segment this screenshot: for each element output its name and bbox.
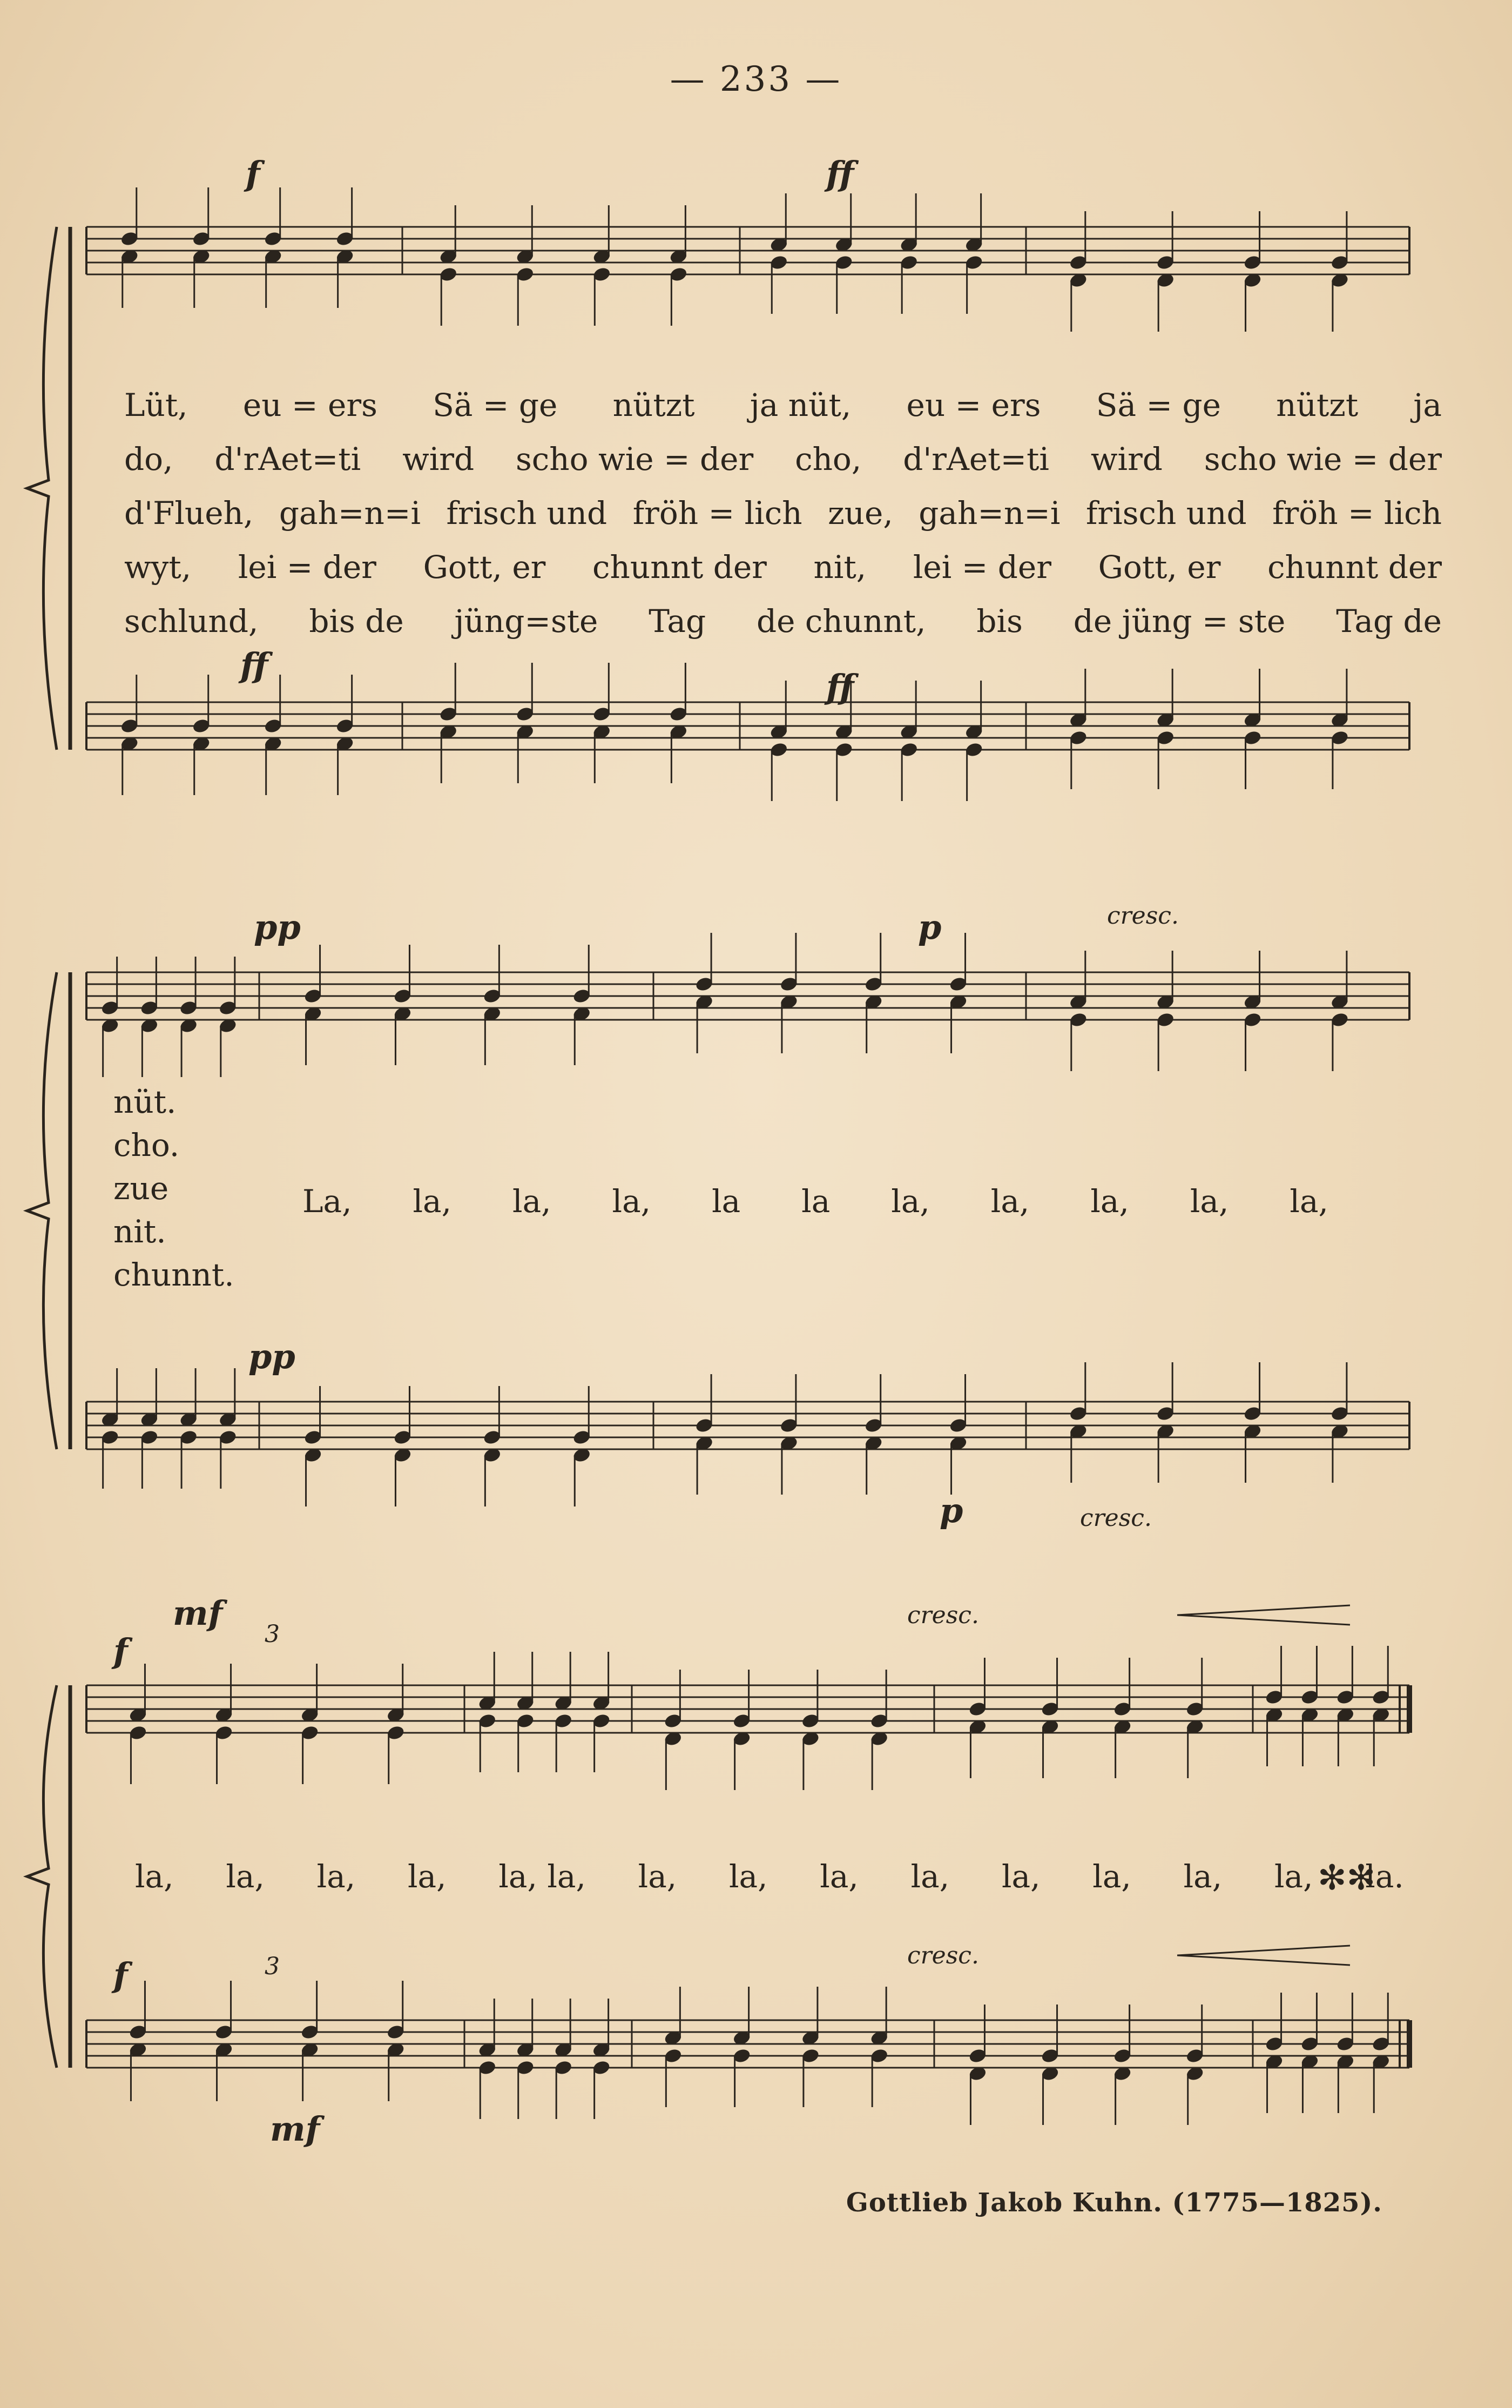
dynamic-piano: p (918, 907, 942, 947)
ending-word: zue (113, 1170, 169, 1207)
lyric-word: schlund, (124, 603, 259, 640)
dynamic-forte: f (246, 154, 260, 193)
verse-endings (113, 1080, 265, 1296)
lyric-word: fröh = lich (632, 495, 802, 532)
lyric-word: lei = der (238, 549, 376, 586)
dynamic-forte: f (113, 1955, 128, 1995)
verse-line-4 (124, 540, 1442, 594)
verse-line-1 (124, 378, 1442, 432)
lyric-word: Lüt, (124, 387, 188, 423)
lyric-word: Sä = ge (433, 387, 558, 423)
ending-word: chunnt. (113, 1256, 234, 1293)
lyric-word: la, la, (498, 1858, 586, 1895)
lyric-word: nützt (1276, 387, 1359, 423)
lyric-word: la, (1290, 1183, 1328, 1220)
lyric-word: d'Flueh, (124, 495, 254, 532)
triplet-mark: 3 (265, 1620, 280, 1648)
lyric-word: la, (1090, 1183, 1129, 1220)
lyric-word: nit, (813, 549, 867, 586)
dynamic-mezzoforte: mf (173, 1593, 223, 1633)
lyric-word: frisch und (446, 495, 608, 532)
refrain-lyrics-2 (135, 1858, 1404, 1895)
lyric-word: d'rAet=ti (903, 441, 1049, 477)
lyric-word: zue, (828, 495, 893, 532)
lyric-word: de chunnt, (757, 603, 926, 640)
lyric-word: wyt, (124, 549, 192, 586)
hairpin (1177, 1605, 1350, 1625)
triplet-mark: 3 (265, 1953, 280, 1980)
lyric-word: nützt (612, 387, 695, 423)
lyric-word: Sä = ge (1096, 387, 1221, 423)
composer-credit: Gottlieb Jakob Kuhn. (1775—1825). (846, 2188, 1382, 2218)
lyric-word: eu = ers (242, 387, 377, 423)
page-number: — 233 — (670, 59, 842, 99)
lyric-word: la, (1001, 1858, 1041, 1895)
lyric-word: chunnt der (1267, 549, 1442, 586)
dynamic-pianissimo: pp (248, 1337, 295, 1376)
lyric-word: ja (1413, 387, 1442, 423)
lyric-word: gah=n=i (919, 495, 1061, 532)
lyric-word: lei = der (913, 549, 1051, 586)
lyric-word: la, (638, 1858, 677, 1895)
lyric-word: la, (413, 1183, 452, 1220)
lyric-word: frisch und (1085, 495, 1247, 532)
lyric-word: la, (226, 1858, 265, 1895)
verse-lyrics (124, 378, 1442, 648)
lyric-word: la, (990, 1183, 1030, 1220)
system-brace (27, 227, 57, 750)
lyric-word: la. (1365, 1858, 1404, 1895)
lyric-word: Gott, er (423, 549, 546, 586)
dynamic-crescendo: cresc. (1107, 902, 1179, 930)
lyric-word: la (801, 1183, 831, 1220)
lyric-word: la (712, 1183, 741, 1220)
lyric-word: la, (910, 1858, 950, 1895)
refrain-lyrics-1 (302, 1183, 1328, 1220)
system-brace (27, 1685, 57, 2068)
dynamic-forte: f (113, 1631, 128, 1671)
lyric-word: scho wie = der (1204, 441, 1442, 477)
verse-line-3 (124, 486, 1442, 540)
dynamic-crescendo: cresc. (907, 1942, 979, 1969)
lyric-word: jüng=ste (454, 603, 598, 640)
ending-word: cho. (113, 1127, 180, 1163)
lyric-word: la, (316, 1858, 356, 1895)
lyric-word: cho, (795, 441, 862, 477)
lyric-word: La, (302, 1183, 352, 1220)
lyric-word: Tag (649, 603, 706, 640)
lyric-word: la, (1274, 1858, 1313, 1895)
lyric-word: Tag de (1336, 603, 1442, 640)
dynamic-crescendo: cresc. (1080, 1504, 1152, 1532)
lyric-word: la, (728, 1858, 768, 1895)
system-brace (27, 972, 57, 1449)
lyric-word: scho wie = der (516, 441, 754, 477)
lyric-word: la, (1183, 1858, 1223, 1895)
lyric-word: bis (976, 603, 1023, 640)
dynamic-fortissimo: ff (826, 667, 854, 707)
lyric-word: do, (124, 441, 173, 477)
lyric-word: eu = ers (906, 387, 1041, 423)
lyric-word: de jüng = ste (1073, 603, 1286, 640)
end-mark: ✻✻ (1318, 1858, 1376, 1898)
lyric-word: Gott, er (1098, 549, 1221, 586)
lyric-word: wird (402, 441, 475, 477)
lyric-word: d'rAet=ti (214, 441, 361, 477)
lyric-word: bis de (309, 603, 404, 640)
verse-line-5 (124, 594, 1442, 648)
dynamic-crescendo: cresc. (907, 1602, 979, 1629)
lyric-word: wird (1090, 441, 1163, 477)
lyric-word: la, (891, 1183, 930, 1220)
dynamic-piano: p (940, 1491, 963, 1530)
hairpin (1177, 1946, 1350, 1965)
lyric-word: chunnt der (592, 549, 767, 586)
ending-word: nüt. (113, 1084, 177, 1120)
dynamic-mezzoforte: mf (270, 2109, 320, 2149)
verse-line-2 (124, 432, 1442, 486)
lyric-word: la, (820, 1858, 859, 1895)
lyric-word: la, (1092, 1858, 1131, 1895)
lyric-word: fröh = lich (1272, 495, 1442, 532)
lyric-word: la, (512, 1183, 551, 1220)
lyric-word: la, (1190, 1183, 1229, 1220)
dynamic-fortissimo: ff (826, 154, 854, 193)
lyric-word: gah=n=i (279, 495, 421, 532)
dynamic-pianissimo: pp (254, 907, 301, 947)
ending-word: nit. (113, 1213, 166, 1250)
lyric-word: la, (135, 1858, 174, 1895)
lyric-word: ja nüt, (750, 387, 852, 423)
dynamic-fortissimo: ff (240, 645, 268, 685)
lyric-word: la, (407, 1858, 447, 1895)
lyric-word: la, (612, 1183, 651, 1220)
